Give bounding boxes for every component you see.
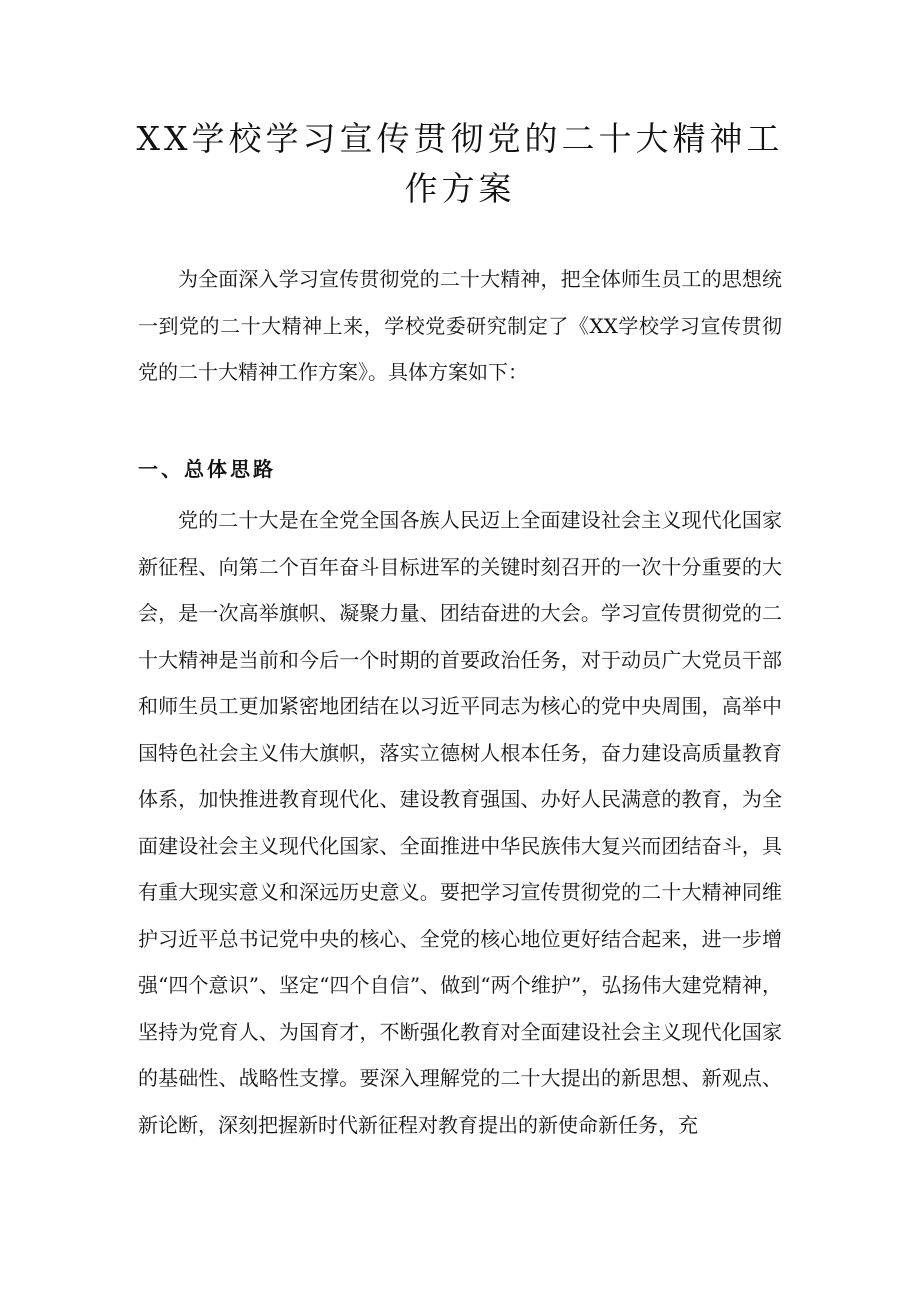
- intro-paragraph: 为全面深入学习宣传贯彻党的二十大精神，把全体师生员工的思想统一到党的二十大精神上来，学校党委研究制定了《XX学校学习宣传贯彻党的二十大精神工作方案》。具体方案如下：: [138, 267, 782, 384]
- section-heading: 一、总体思路: [138, 457, 276, 481]
- section-body-paragraph: 党的二十大是在全党全国各族人民迈上全面建设社会主义现代化国家新征程、向第二个百年奋斗目标进军的关键时刻召开的一次十分重要的大会，是一次高举旗帜、凝聚力量、团结奋进的大会。学习宣传贯彻党的二十大精神是当前和今后一个时期的首要政治任务，对于动员广大党员干部和师生员工更加紧密地团结在以习近平同志为核心的党中央周围，高举中国特色社会主义伟大旗帜，落实立德树人根本任务，奋力建设高质量教育体系，加快推进教育现代化、建设教育强国、办好人民满意的教育，为全面建设社会主义现代化国家、全面推进中华民族伟大复兴而团结奋斗，具有重大现实意义和深远历史意义。要把学习宣传贯彻党的二十大精神同维护习近平总书记党中央的核心、全党的核心地位更好结合起来，进一步增强“四个意识”、坚定“四个自信”、做到“两个维护”，弘扬伟大建党精神，坚持为党育人、为国育才，不断强化教育对全面建设社会主义现代化国家的基础性、战略性支撑。要深入理解党的二十大提出的新思想、新观点、新论断，深刻把握新时代新征程对教育提出的新使命新任务，充: [138, 508, 782, 1137]
- document-title: XX学校学习宣传贯彻党的二十大精神工作方案: [136, 119, 784, 208]
